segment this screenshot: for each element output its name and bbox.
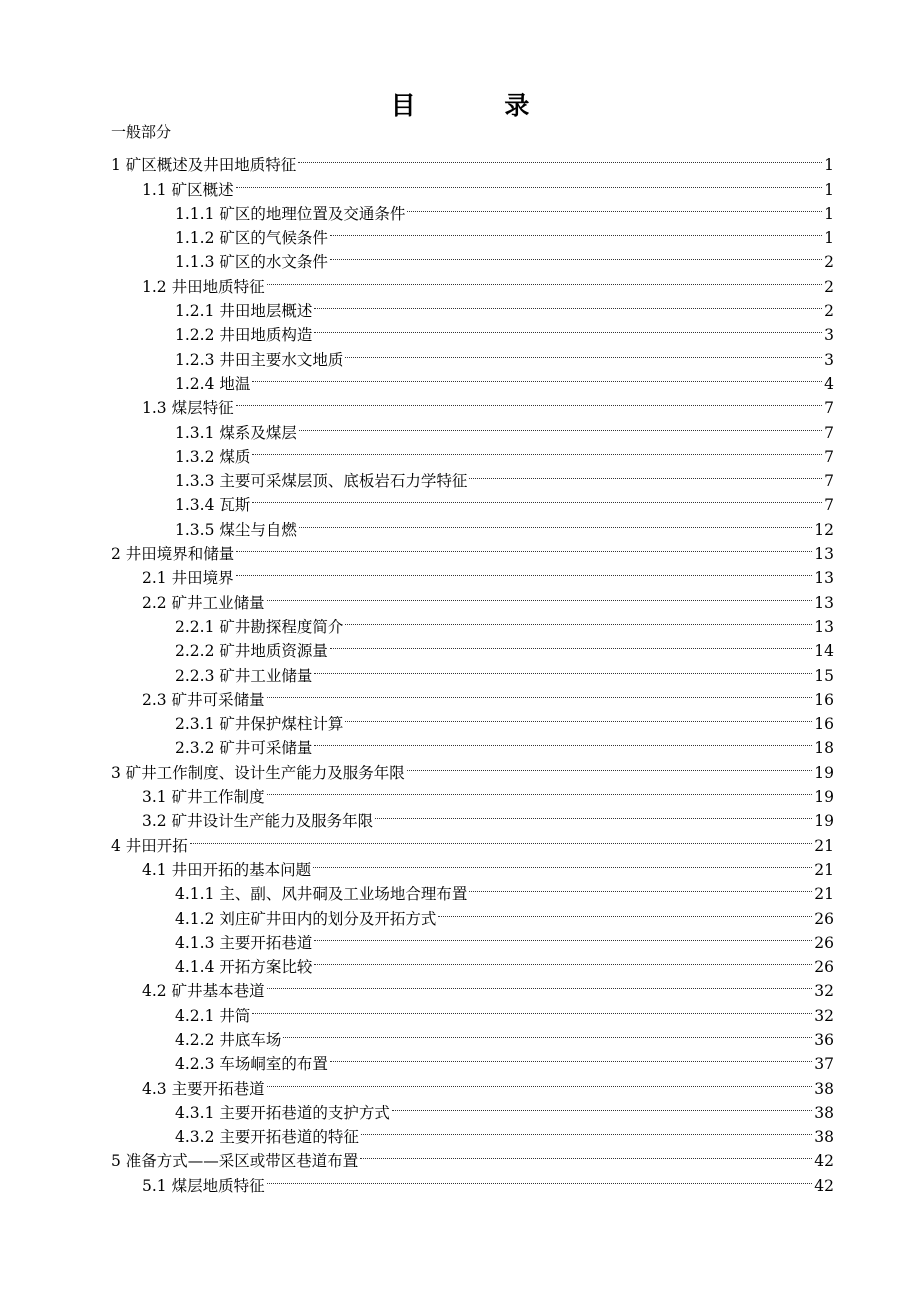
toc-entry-label: 2.2.2 矿井地质资源量 xyxy=(175,642,328,661)
page-title: 目 录 xyxy=(390,91,570,120)
toc-entry-page-number: 1 xyxy=(824,180,834,199)
toc-entry[interactable] xyxy=(0,1069,920,1098)
toc-entry[interactable] xyxy=(0,195,920,223)
toc-entry-label: 1 矿区概述及井田地质特征 xyxy=(111,156,297,175)
toc-entry-label: 4.2.1 井筒 xyxy=(175,1006,251,1025)
dot-leader xyxy=(236,559,813,583)
toc-entry-page-number: 32 xyxy=(814,1006,834,1025)
toc-entry[interactable] xyxy=(0,413,920,442)
toc-entry[interactable] xyxy=(0,389,920,418)
dot-leader xyxy=(345,340,822,364)
dot-leader xyxy=(236,389,823,413)
dot-leader xyxy=(314,924,812,948)
toc-entry[interactable] xyxy=(0,583,920,612)
toc-entry-label: 4.2 矿井基本巷道 xyxy=(142,982,265,1001)
toc-entry-page-number: 26 xyxy=(814,909,834,928)
dot-leader xyxy=(407,195,822,219)
toc-entry-page-number: 16 xyxy=(814,715,834,734)
toc-entry-page-number: 38 xyxy=(814,1079,834,1098)
dot-leader xyxy=(314,948,812,972)
dot-leader xyxy=(345,608,812,632)
toc-entry-page-number: 7 xyxy=(824,399,834,418)
dot-leader xyxy=(252,486,822,510)
toc-entry-page-number: 21 xyxy=(814,860,834,879)
toc-entry-label: 2.3 矿井可采储量 xyxy=(142,690,265,709)
toc-entry-label: 2.2.3 矿井工业储量 xyxy=(175,666,313,685)
dot-leader xyxy=(469,875,812,899)
dot-leader xyxy=(299,510,812,534)
toc-entry-page-number: 16 xyxy=(814,690,834,709)
toc-entry-label: 2.3.2 矿井可采储量 xyxy=(175,739,313,758)
toc-entry-page-number: 21 xyxy=(814,885,834,904)
toc-entry-page-number: 26 xyxy=(814,933,834,952)
toc-entry-page-number: 14 xyxy=(814,642,834,661)
toc-entry-label: 4.2.3 车场峒室的布置 xyxy=(175,1055,328,1074)
toc-entry[interactable] xyxy=(0,462,920,491)
toc-entry-label: 3.1 矿井工作制度 xyxy=(142,788,265,807)
toc-entry-label: 1.3.5 煤尘与自燃 xyxy=(175,520,297,539)
toc-entry[interactable] xyxy=(0,486,920,515)
toc-entry-page-number: 2 xyxy=(824,302,834,321)
toc-entry-page-number: 3 xyxy=(824,350,834,369)
dot-leader xyxy=(345,705,812,729)
toc-entry-label: 1.3.2 煤质 xyxy=(175,447,251,466)
toc-entry-label: 1.2.2 井田地质构造 xyxy=(175,326,313,345)
toc-entry-label: 1.1.3 矿区的水文条件 xyxy=(175,253,328,272)
toc-entry-label: 4 井田开拓 xyxy=(111,836,188,855)
toc-entry-label: 1.3.4 瓦斯 xyxy=(175,496,251,515)
toc-entry[interactable] xyxy=(0,681,920,709)
toc-entry[interactable] xyxy=(0,924,920,952)
toc-entry[interactable] xyxy=(0,146,920,175)
toc-entry-page-number: 32 xyxy=(814,982,834,1001)
toc-entry-page-number: 19 xyxy=(814,812,834,831)
table-of-contents xyxy=(0,146,920,1195)
toc-entry[interactable] xyxy=(0,365,920,393)
toc-entry-page-number: 7 xyxy=(824,496,834,515)
toc-entry-label: 2.2 矿井工业储量 xyxy=(142,593,265,612)
toc-entry[interactable] xyxy=(0,535,920,564)
dot-leader xyxy=(190,826,812,850)
toc-entry-page-number: 18 xyxy=(814,739,834,758)
toc-entry[interactable] xyxy=(0,729,920,758)
dot-leader xyxy=(392,1094,812,1118)
toc-entry-page-number: 21 xyxy=(814,836,834,855)
dot-leader xyxy=(299,413,822,437)
toc-entry-label: 4.3.2 主要开拓巷道的特征 xyxy=(175,1128,359,1147)
toc-entry[interactable] xyxy=(0,267,920,296)
toc-entry-label: 1.2.1 井田地层概述 xyxy=(175,302,313,321)
toc-entry-page-number: 1 xyxy=(824,156,834,175)
toc-entry[interactable] xyxy=(0,753,920,782)
dot-leader xyxy=(267,681,813,705)
toc-entry-label: 1.1.1 矿区的地理位置及交通条件 xyxy=(175,204,406,223)
toc-entry-label: 1.2.4 地温 xyxy=(175,374,251,393)
dot-leader xyxy=(313,851,812,875)
toc-entry-page-number: 19 xyxy=(814,788,834,807)
dot-leader xyxy=(267,1069,813,1093)
dot-leader xyxy=(283,1021,812,1045)
toc-entry[interactable] xyxy=(0,219,920,248)
toc-entry-page-number: 4 xyxy=(824,374,834,393)
dot-leader xyxy=(314,729,812,753)
toc-entry[interactable] xyxy=(0,316,920,345)
section-heading-general: 一般部分 xyxy=(111,123,172,141)
toc-entry[interactable] xyxy=(0,656,920,685)
toc-entry-page-number: 36 xyxy=(814,1030,834,1049)
toc-entry-page-number: 13 xyxy=(814,617,834,636)
toc-entry[interactable] xyxy=(0,243,920,272)
toc-entry-page-number: 13 xyxy=(814,593,834,612)
dot-leader xyxy=(469,462,822,486)
toc-entry[interactable] xyxy=(0,1045,920,1074)
toc-entry-label: 5 准备方式——采区或带区巷道布置 xyxy=(111,1152,359,1171)
dot-leader xyxy=(407,753,812,777)
toc-entry[interactable] xyxy=(0,340,920,369)
dot-leader xyxy=(267,267,823,291)
toc-entry[interactable] xyxy=(0,1118,920,1147)
toc-entry-label: 1.2.3 井田主要水文地质 xyxy=(175,350,344,369)
toc-entry-label: 2.3.1 矿井保护煤柱计算 xyxy=(175,715,344,734)
toc-entry-page-number: 42 xyxy=(814,1152,834,1171)
toc-entry[interactable] xyxy=(0,1094,920,1122)
toc-entry-label: 4.1.4 开拓方案比较 xyxy=(175,958,313,977)
dot-leader xyxy=(267,972,813,996)
toc-entry-label: 1.1 矿区概述 xyxy=(142,180,234,199)
dot-leader xyxy=(314,316,822,340)
toc-entry[interactable] xyxy=(0,632,920,661)
dot-leader xyxy=(438,899,812,923)
toc-entry-label: 3 矿井工作制度、设计生产能力及服务年限 xyxy=(111,763,405,782)
dot-leader xyxy=(252,365,822,389)
toc-entry-label: 4.1.2 刘庄矿井田内的划分及开拓方式 xyxy=(175,909,437,928)
toc-entry[interactable] xyxy=(0,1142,920,1171)
dot-leader xyxy=(267,583,813,607)
toc-entry-page-number: 7 xyxy=(824,472,834,491)
toc-entry[interactable] xyxy=(0,802,920,831)
toc-entry[interactable] xyxy=(0,438,920,466)
toc-entry-page-number: 2 xyxy=(824,253,834,272)
dot-leader xyxy=(314,656,812,680)
dot-leader xyxy=(252,438,822,462)
dot-leader xyxy=(330,1045,812,1069)
toc-entry[interactable] xyxy=(0,875,920,904)
dot-leader xyxy=(361,1118,812,1142)
toc-entry-page-number: 38 xyxy=(814,1103,834,1122)
toc-entry-label: 4.1.3 主要开拓巷道 xyxy=(175,933,313,952)
dot-leader xyxy=(375,802,812,826)
dot-leader xyxy=(267,778,813,802)
toc-entry-page-number: 1 xyxy=(824,204,834,223)
toc-entry-label: 1.3.3 主要可采煤层顶、底板岩石力学特征 xyxy=(175,472,468,491)
toc-entry[interactable] xyxy=(0,826,920,855)
toc-entry-label: 4.2.2 井底车场 xyxy=(175,1030,282,1049)
toc-entry[interactable] xyxy=(0,1021,920,1049)
toc-entry[interactable] xyxy=(0,899,920,928)
toc-entry[interactable] xyxy=(0,972,920,1001)
toc-entry-page-number: 13 xyxy=(814,569,834,588)
toc-entry-label: 1.1.2 矿区的气候条件 xyxy=(175,229,328,248)
dot-leader xyxy=(330,243,822,267)
dot-leader xyxy=(267,1166,813,1190)
dot-leader xyxy=(252,996,812,1020)
dot-leader xyxy=(360,1142,812,1166)
toc-entry[interactable] xyxy=(0,705,920,734)
dot-leader xyxy=(236,535,812,559)
dot-leader xyxy=(236,170,823,194)
toc-entry-label: 5.1 煤层地质特征 xyxy=(142,1176,265,1195)
toc-entry-label: 1.2 井田地质特征 xyxy=(142,277,265,296)
toc-entry-page-number: 38 xyxy=(814,1128,834,1147)
toc-entry-page-number: 19 xyxy=(814,763,834,782)
toc-entry[interactable] xyxy=(0,948,920,977)
toc-entry-page-number: 42 xyxy=(814,1176,834,1195)
toc-entry[interactable] xyxy=(0,996,920,1025)
toc-entry-label: 4.3.1 主要开拓巷道的支护方式 xyxy=(175,1103,390,1122)
toc-entry-label: 4.1 井田开拓的基本问题 xyxy=(142,860,312,879)
toc-entry-label: 1.3.1 煤系及煤层 xyxy=(175,423,297,442)
toc-entry-page-number: 1 xyxy=(824,229,834,248)
dot-leader xyxy=(330,219,822,243)
toc-entry-page-number: 12 xyxy=(814,520,834,539)
toc-entry-page-number: 2 xyxy=(824,277,834,296)
toc-entry-label: 4.1.1 主、副、风井硐及工业场地合理布置 xyxy=(175,885,468,904)
toc-entry-page-number: 3 xyxy=(824,326,834,345)
toc-entry[interactable] xyxy=(0,292,920,321)
toc-entry-label: 2.1 井田境界 xyxy=(142,569,234,588)
toc-entry-label: 4.3 主要开拓巷道 xyxy=(142,1079,265,1098)
toc-entry-page-number: 15 xyxy=(814,666,834,685)
toc-entry[interactable] xyxy=(0,510,920,539)
toc-entry-page-number: 26 xyxy=(814,958,834,977)
toc-entry-label: 2 井田境界和储量 xyxy=(111,545,235,564)
toc-entry-label: 2.2.1 矿井勘探程度简介 xyxy=(175,617,344,636)
toc-entry-page-number: 7 xyxy=(824,423,834,442)
toc-entry-label: 3.2 矿井设计生产能力及服务年限 xyxy=(142,812,374,831)
dot-leader xyxy=(330,632,812,656)
toc-entry-page-number: 13 xyxy=(814,545,834,564)
toc-entry-page-number: 37 xyxy=(814,1055,834,1074)
toc-entry[interactable] xyxy=(0,608,920,636)
toc-entry-label: 1.3 煤层特征 xyxy=(142,399,234,418)
dot-leader xyxy=(314,292,822,316)
dot-leader xyxy=(298,146,822,170)
toc-entry-page-number: 7 xyxy=(824,447,834,466)
